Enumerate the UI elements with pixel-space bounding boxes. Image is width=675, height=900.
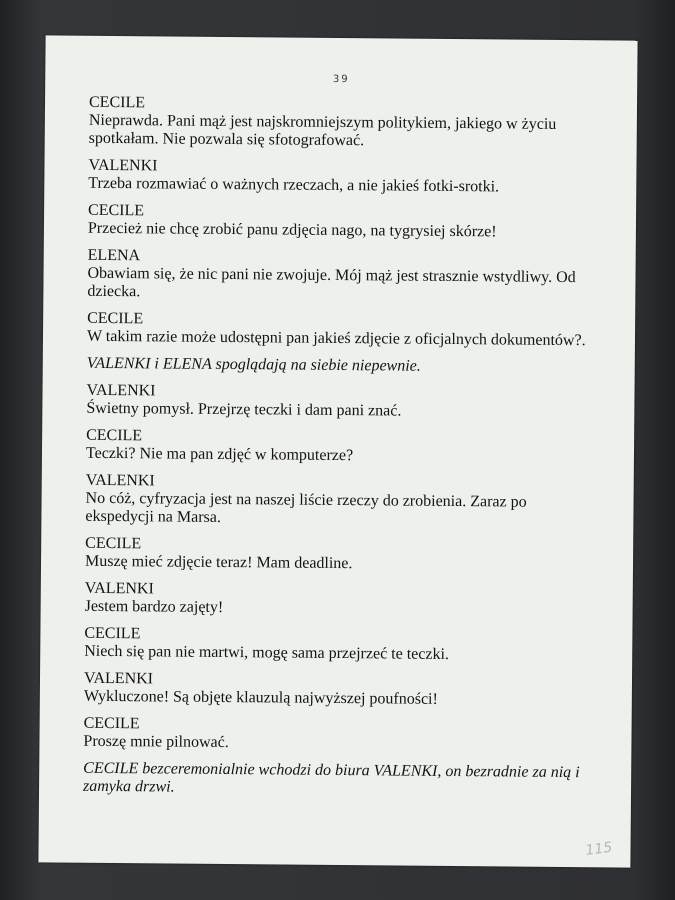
dialogue-block	[88, 157, 598, 197]
dialogue-line: Niech się pan nie martwi, mogę sama przejrzeć te teczki.	[84, 642, 450, 663]
speaker-name: VALENKI	[88, 156, 158, 175]
speaker-name: CECILE	[88, 201, 145, 220]
speaker-name: CECILE	[84, 624, 141, 643]
speaker-name: CECILE	[88, 93, 146, 112]
dialogue-line: No cóż, cyfryzacja jest na naszej liście rzeczy do zrobienia. Zaraz po ekspedycji na Marsa.	[85, 489, 527, 526]
dialogue-block	[84, 625, 594, 665]
dialogue-block	[85, 535, 595, 575]
dialogue-block	[89, 94, 599, 152]
dialogue-block	[83, 715, 593, 755]
speaker-name: CECILE	[83, 714, 140, 733]
dialogue-line: Teczki? Nie ma pan zdjęć w komputerze?	[85, 444, 354, 465]
dialogue-block	[87, 310, 597, 350]
dialogue-line: Nieprawda. Pani mąż jest najskromniejszym politykiem, jakiego w życiu spotkałam. Nie pozwala się sfotografować.	[88, 111, 557, 150]
speaker-name: VALENKI	[84, 579, 154, 598]
speaker-name: CECILE	[85, 534, 142, 553]
dialogue-block	[86, 382, 596, 422]
dialogue-line: Przecież nie chcę zrobić panu zdjęcia nago, na tygrysiej skórze!	[87, 219, 497, 241]
script-body	[83, 94, 599, 809]
dialogue-block	[86, 427, 596, 467]
speaker-name: VALENKI	[85, 471, 155, 490]
dialogue-block	[85, 472, 595, 530]
speaker-name: ELENA	[87, 246, 141, 265]
dialogue-line: Muszę mieć zdjęcie teraz! Mam deadline.	[84, 552, 353, 573]
dialogue-block	[88, 202, 598, 242]
dialogue-line: Jestem bardzo zajęty!	[84, 597, 224, 617]
dialogue-block	[87, 247, 597, 305]
stage-direction: VALENKI i ELENA spoglądają na siebie niepewnie.	[86, 354, 421, 375]
document-page	[38, 35, 637, 867]
dialogue-line: Świetny pomysł. Przejrzę teczki i dam pani znać.	[86, 399, 402, 420]
speaker-name: CECILE	[87, 309, 144, 328]
speaker-name: VALENKI	[86, 381, 156, 400]
speaker-name: VALENKI	[83, 669, 154, 688]
speaker-name: CECILE	[86, 426, 143, 445]
dialogue-line: Obawiam się, że nic pani nie zwojuje. Mój mąż jest strasznie wstydliwy. Od dziecka.	[87, 264, 576, 301]
dialogue-line: Proszę mnie pilnować.	[83, 732, 229, 752]
stage-direction: CECILE bezceremonialnie wchodzi do biura VALENKI, on bezradnie za nią i zamyka drzwi.	[82, 759, 580, 796]
dialogue-block	[84, 670, 594, 710]
archive-page-mark: 115	[584, 839, 614, 859]
dialogue-block	[85, 580, 595, 620]
dialogue-line: Trzeba rozmawiać o ważnych rzeczach, a nie jakieś fotki-srotki.	[88, 174, 500, 196]
page-number: 39	[332, 73, 350, 86]
dialogue-line: W takim razie może udostępni pan jakieś zdjęcie z oficjalnych dokumentów?.	[86, 327, 586, 350]
dialogue-line: Wykluczone! Są objęte klauzulą najwyższej poufności!	[83, 687, 438, 708]
